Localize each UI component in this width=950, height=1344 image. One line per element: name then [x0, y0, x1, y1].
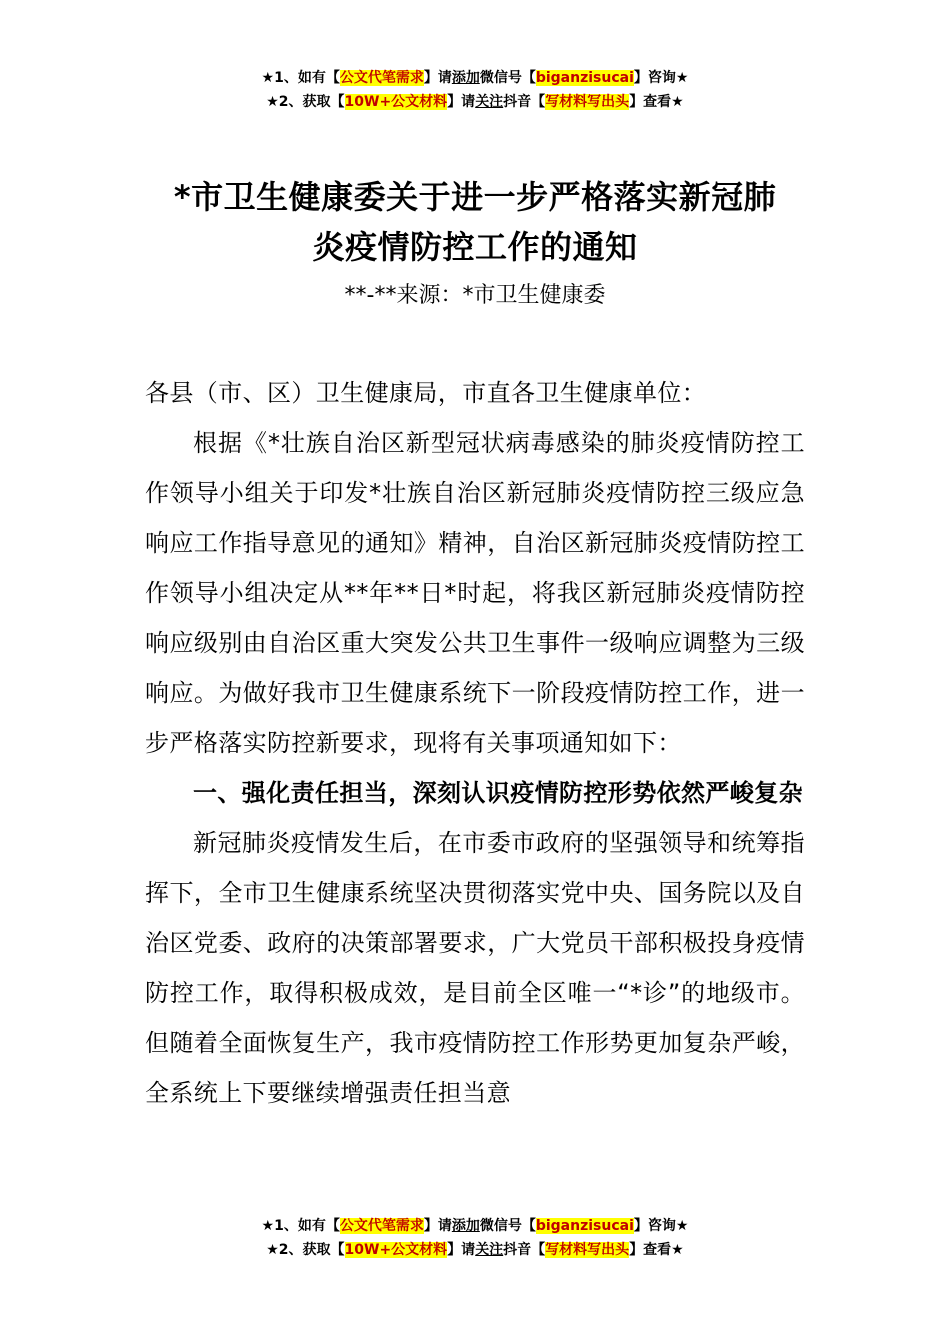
banner-text: 微信号【 [479, 1218, 536, 1234]
footer-banner [0, 1214, 950, 1262]
banner-text: 】查看★ [629, 1242, 684, 1258]
underlined-text: 添加 [451, 70, 480, 86]
highlight-service: 公文代笔需求 [339, 1218, 424, 1234]
title-line-2: 炎疫情防控工作的通知 [312, 228, 638, 266]
title-line-1: *市卫生健康委关于进一步严格落实新冠肺 [173, 178, 777, 216]
highlight-douyin: 写材料写出头 [545, 94, 630, 110]
banner-line-2 [0, 90, 950, 114]
banner-text: ★1、如有【 [261, 1218, 340, 1234]
banner-line-1 [0, 66, 950, 90]
banner-text: 】咨询★ [633, 1218, 689, 1234]
underlined-text: 添加 [451, 1218, 480, 1234]
highlight-materials: 10W+公文材料 [344, 94, 448, 110]
banner-line-2 [0, 1238, 950, 1262]
header-banner [0, 66, 950, 114]
banner-text: 抖音【 [503, 1242, 546, 1258]
highlight-wechat-id: biganzisucai [535, 70, 634, 86]
document-body [145, 368, 805, 1118]
banner-text: 】请 [423, 1218, 452, 1234]
salutation: 各县（市、区）卫生健康局，市直各卫生健康单位： [145, 379, 707, 407]
banner-text: 】请 [447, 94, 476, 110]
paragraph: 新冠肺炎疫情发生后，在市委市政府的坚强领导和统筹指挥下，全市卫生健康系统坚决贯彻落实党中央、国务院以及自治区党委、政府的决策部署要求，广大党员干部积极投身疫情防控工作，取得积极成效，是目前全区唯一“*诊”的地级市。但随着全面恢复生产，我市疫情防控工作形势更加复杂严峻，全系统上下要继续增强责任担当意 [145, 829, 805, 1107]
banner-text: 】查看★ [629, 94, 684, 110]
document-title [120, 172, 830, 272]
banner-text: 】咨询★ [633, 70, 689, 86]
banner-text: 】请 [447, 1242, 476, 1258]
underlined-text: 关注 [475, 1242, 504, 1258]
underlined-text: 关注 [475, 94, 504, 110]
banner-text: ★1、如有【 [261, 70, 340, 86]
banner-text: 微信号【 [479, 70, 536, 86]
document-source: **-**来源：*市卫生健康委 [344, 283, 606, 308]
banner-text: 抖音【 [503, 94, 546, 110]
banner-text: 】请 [423, 70, 452, 86]
banner-text: ★2、获取【 [266, 94, 345, 110]
highlight-douyin: 写材料写出头 [545, 1242, 630, 1258]
banner-text: ★2、获取【 [266, 1242, 345, 1258]
highlight-wechat-id: biganzisucai [535, 1218, 634, 1234]
highlight-service: 公文代笔需求 [339, 70, 424, 86]
paragraph: 根据《*壮族自治区新型冠状病毒感染的肺炎疫情防控工作领导小组关于印发*壮族自治区新冠肺炎疫情防控三级应急响应工作指导意见的通知》精神，自治区新冠肺炎疫情防控工作领导小组决定从**年**日*时起，将我区新冠肺炎疫情防控响应级别由自治区重大突发公共卫生事件一级响应调整为三级响应。为做好我市卫生健康系统下一阶段疫情防控工作，进一步严格落实防控新要求，现将有关事项通知如下： [145, 429, 805, 757]
banner-line-1 [0, 1214, 950, 1238]
section-heading: 一、强化责任担当，深刻认识疫情防控形势依然严峻复杂 [193, 779, 803, 807]
highlight-materials: 10W+公文材料 [344, 1242, 448, 1258]
